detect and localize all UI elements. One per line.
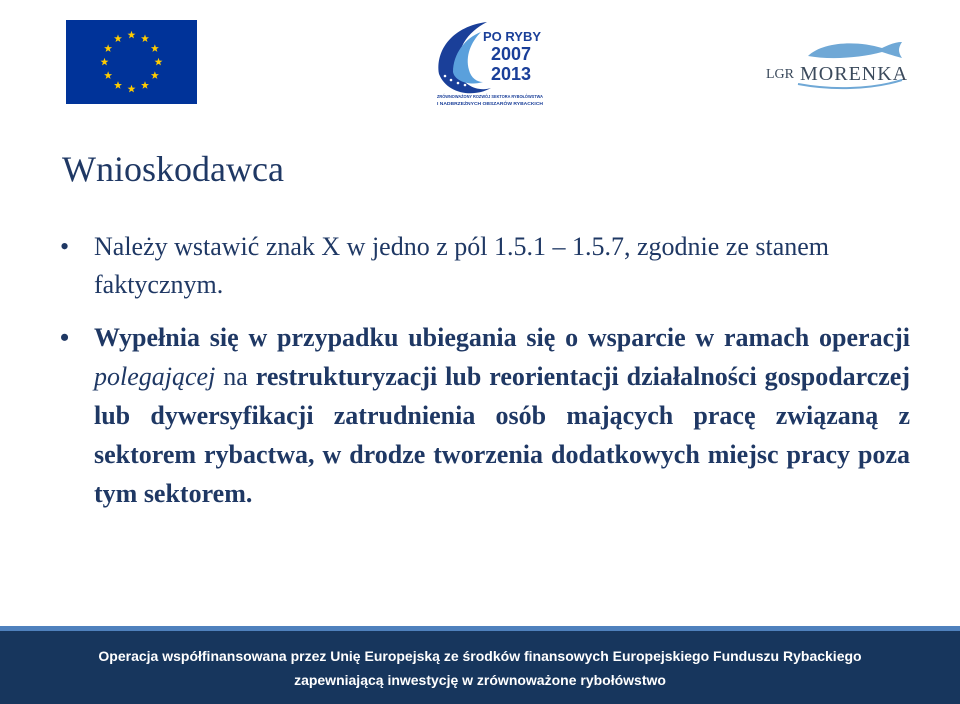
- footer-line-2: zapewniającą inwestycję w zrównoważone rybołówstwo: [294, 672, 666, 688]
- fish-icon: [808, 42, 902, 58]
- logo-bar: [0, 0, 960, 120]
- bullet-dot: •: [60, 232, 70, 261]
- po-ryby-year-2: 2013: [491, 64, 532, 84]
- bullet-text-part1: Wypełnia się w przypadku ubiegania się o wsparcie w ramach operacji: [94, 323, 910, 352]
- po-ryby-brand: PO RYBY: [483, 29, 542, 44]
- po-ryby-logo: [423, 10, 556, 116]
- footer-divider: [0, 626, 960, 631]
- bullet-dot: •: [60, 323, 70, 352]
- po-ryby-tagline-1: ZRÓWNOWAŻONY ROZWÓJ SEKTORA RYBOŁÓWSTWA: [437, 94, 543, 99]
- footer-line-1: Operacja współfinansowana przez Unię Europejską ze środków finansowych Europejskiego Funduszu Rybackiego: [98, 648, 862, 664]
- lgr-morenka-logo: [760, 34, 910, 94]
- bullet-text-part2: na: [223, 362, 248, 391]
- po-ryby-year-1: 2007: [491, 44, 532, 64]
- bullet-text: Należy wstawić znak X w jedno z pól 1.5.1 – 1.5.7, zgodnie ze stanem faktycznym.: [94, 232, 830, 299]
- po-ryby-tagline-2: I NADBRZEŻNYCH OBSZARÓW RYBACKICH: [437, 101, 543, 106]
- footer: [0, 626, 960, 704]
- page-title: Wnioskodawca: [62, 149, 284, 189]
- list-item: [60, 228, 910, 304]
- bullet-text-part3: restrukturyzacji lub reorientacji działalności gospodarczej lub dywersyfikacji zatrudnienia osób mających pracę związaną z sektorem rybactwa, w drodze tworzenia dodatkowych miejsc pracy poza tym sektorem.: [94, 362, 911, 508]
- lgr-prefix: LGR: [766, 67, 794, 82]
- list-item: [60, 318, 910, 513]
- eu-flag-icon: [66, 20, 197, 104]
- lgr-name: MORENKA: [800, 63, 909, 85]
- bullet-list: [60, 228, 910, 513]
- bullet-text-italic: polegającej: [94, 362, 216, 391]
